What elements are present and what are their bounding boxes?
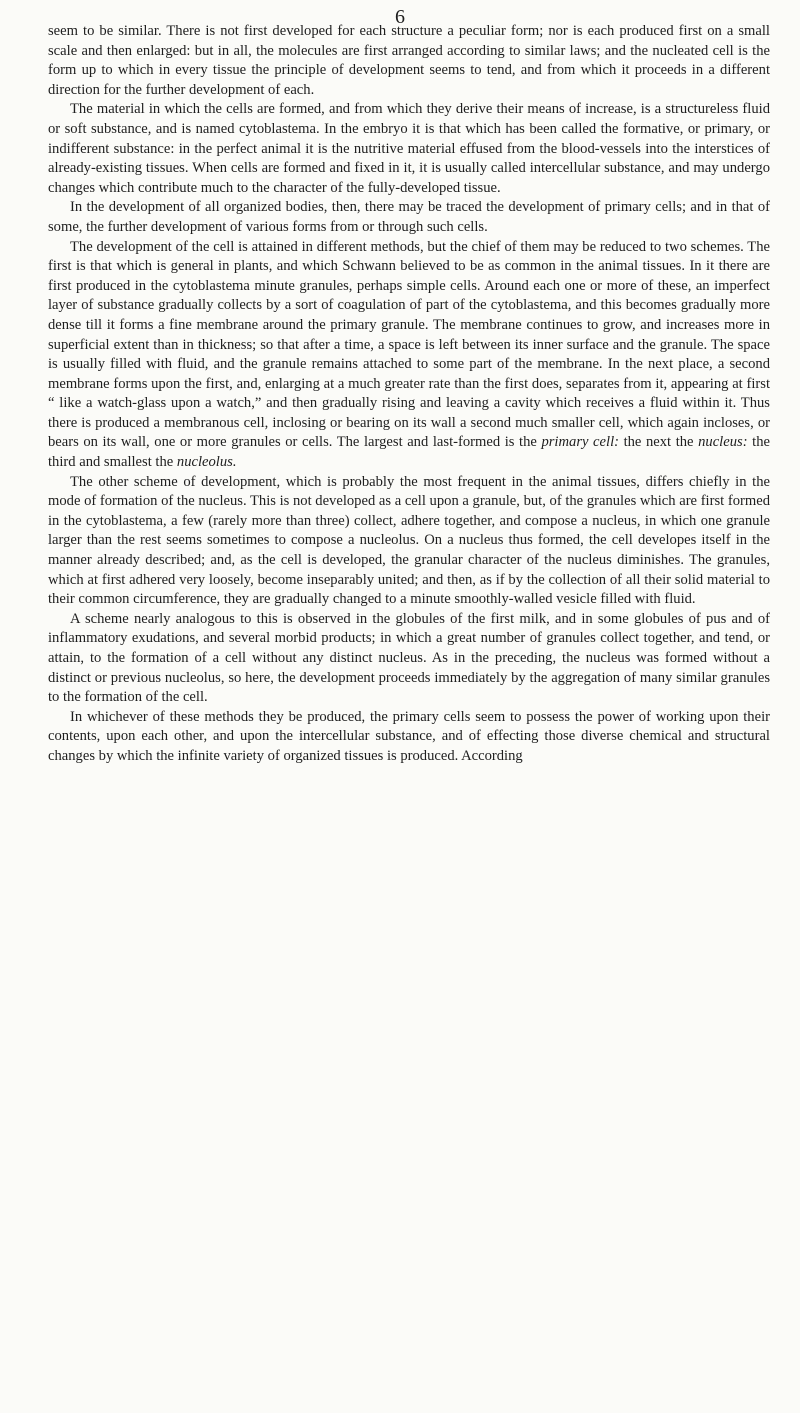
- text-run: The development of the cell is attained in different methods, but the chief of them may be reduced to two schemes. The first is that which is general in plants, and which Schwann believed to be as common in the animal tissues. In it there are first produced in the cytoblastema minute granules, perhaps simple cells. Around each one or more of these, an imperfect layer of substance gradually collects by a sort of coagulation of part of the cytoblastema, and this becomes gradually more dense till it forms a fine membrane around the primary granule. The membrane continues to grow, and increases more in superficial extent than in thickness; so that after a time, a space is left between its inner surface and the granule. The space is usually filled with fluid, and the granule remains attached to some part of the membrane. In the next place, a second membrane forms upon the first, and, enlarging at a much greater rate than the first does, separates from it, appearing at first “ like a watch-glass upon a watch,” and then gradually rising and leaving a cavity which receives a fluid within it. Thus there is produced a membranous cell, inclosing or bearing on its wall a second much smaller cell, which again incloses, or bears on its wall, one or more granules or cells. The largest and last-formed is the: [48, 238, 770, 451]
- paragraph: [48, 100, 770, 198]
- body-text: [48, 22, 770, 767]
- text-run: In the development of all organized bodies, then, there may be traced the development of primary cells; and in that of some, the further development of various forms from or through such cells.: [48, 199, 770, 235]
- page-number: 6: [395, 6, 405, 28]
- text-run: The material in which the cells are formed, and from which they derive their means of increase, is a structureless fluid or soft substance, and is named cytoblastema. In the embryo it is that which has been called the formative, or primary, or indifferent substance: in the perfect animal it is the nutritive material effused from the blood-vessels into the interstices of already-existing tissues. When cells are formed and fixed in it, it is usually called intercellular substance, and may undergo changes which contribute much to the character of the fully-developed tissue.: [48, 101, 770, 196]
- italic-term: primary cell:: [541, 434, 619, 451]
- text-run: the third and smallest the: [48, 434, 770, 471]
- paragraph-continued: [48, 22, 770, 100]
- italic-term: nucleus:: [698, 434, 748, 451]
- text-run: the next the: [618, 434, 699, 451]
- text-run: In whichever of these methods they be produced, the primary cells seem to possess the power of working upon their contents, upon each other, and upon the intercellular substance, and of effecting those diverse chemical and structural changes by which the infinite variety of organized tissues is produced. According: [48, 708, 770, 764]
- text-run: A scheme nearly analogous to this is observed in the globules of the first milk, and in some globules of pus and of inflammatory exudations, and several morbid products; in which a great number of granules collect together, and tend, or attain, to the formation of a cell without any distinct nucleus. As in the preceding, the nucleus was formed without a distinct or previous nucleolus, so here, the development proceeds immediately by the aggregation of many similar granules to the formation of the cell.: [48, 610, 770, 706]
- paragraph: [48, 473, 770, 610]
- paragraph: [48, 610, 770, 708]
- text-run: The other scheme of development, which is probably the most frequent in the animal tissues, differs chiefly in the mode of formation of the nucleus. This is not developed as a cell upon a granule, but, of the granules which are first formed in the cytoblastema, a few (rarely more than three) collect, adhere together, and compose a nucleus, in which one granule larger than the rest seems sometimes to compose a nucleolus. On a nucleus thus formed, the cell developes itself in the manner already described; and, as the cell is developed, the granular character of the nucleus diminishes. The granules, which at first adhered very loosely, become inseparably united; and then, as if by the collection of all their solid material to their common circumference, they are gradually changed to a minute smoothly-walled vesicle filled with fluid.: [48, 473, 770, 608]
- paragraph: [48, 198, 770, 237]
- paragraph: [48, 708, 770, 767]
- italic-term: nucleolus.: [176, 454, 237, 471]
- paragraph: [48, 238, 770, 473]
- text-run: seem to be similar. There is not first developed for each structure a peculiar form; nor is each produced first on a small scale and then enlarged: but in all, the molecules are first arranged according to similar laws; and the nucleated cell is the form up to which in every tissue the principle of development seems to tend, and from which it proceeds in a different direction for the further development of each.: [48, 23, 770, 98]
